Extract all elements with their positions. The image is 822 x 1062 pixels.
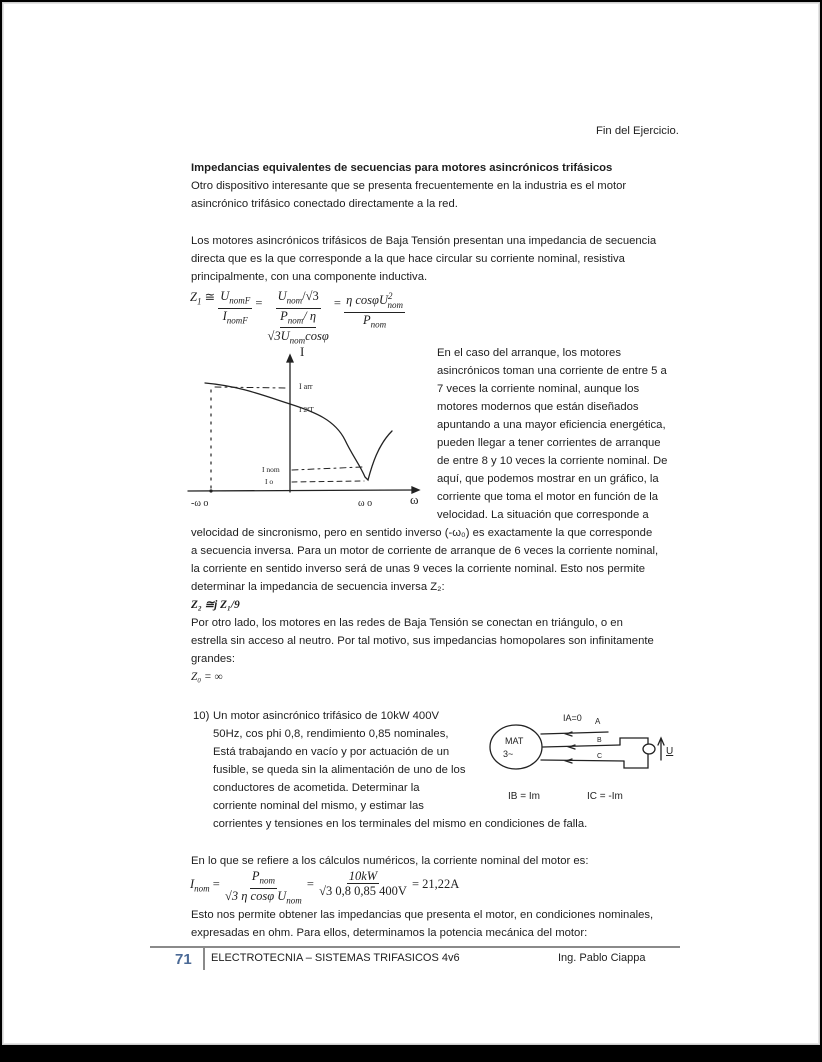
eq-equals: = [306, 877, 314, 891]
ib-equation: IB = Im [508, 791, 540, 802]
eq-sub: nom [287, 315, 304, 325]
exercise-line: fusible, se queda sin la alimentación de uno de los [213, 764, 466, 776]
exercise-line: Un motor asincrónico trifásico de 10kW 400V [213, 710, 440, 722]
source-symbol [643, 744, 655, 754]
voltage-label: U [666, 746, 674, 757]
eq-equals: = [255, 296, 263, 310]
label-i-o: I o [265, 477, 274, 486]
eq-result: = 21,22A [411, 877, 460, 891]
side-line: corriente que toma el motor en función de la [437, 491, 659, 503]
eq-symbol: U [220, 289, 230, 303]
phase-b-label: B [597, 737, 602, 744]
paragraph-line: la corriente en sentido inverso será de unas 9 veces la corriente nominal. Esto nos permite [191, 563, 645, 575]
equation-z2: Z₂ ≅j Z₁/9 [191, 599, 240, 611]
y-axis-label: I [300, 344, 305, 359]
eq-symbol: P [280, 308, 288, 323]
motor-phase-label: 3~ [503, 749, 514, 759]
wire-c-loop [624, 754, 648, 768]
fraction-values [317, 869, 409, 899]
side-line: 7 veces la corriente nominal, aunque los [437, 383, 640, 395]
label-i-2at: I 2ªT [299, 405, 314, 414]
label-i-arr: I arr [299, 382, 313, 391]
side-line: motores modernos que están diseñados [437, 401, 639, 413]
eq-symbol: P [251, 869, 260, 883]
paragraph-line: Esto nos permite obtener las impedancias que presenta el motor, en condiciones nominales, [191, 909, 654, 921]
exercise-line: conductores de acometida. Determinar la [213, 782, 420, 794]
eq-sub: nom [259, 875, 275, 886]
wire-b-loop [620, 738, 648, 745]
side-line: pueden llegar a tener corrientes de arranque [437, 437, 661, 449]
footer-author: Ing. Pablo Ciappa [558, 952, 646, 964]
exercise-line: corrientes y tensiones en los terminales del mismo en condiciones de falla. [213, 818, 588, 830]
paragraph-line: principalmente, con una componente inductiva. [191, 271, 428, 283]
eq-symbol: I [222, 308, 227, 323]
label-omega-o: ω o [358, 498, 373, 509]
paragraph-line: expresadas en ohm. Para ellos, determinamos la potencia mecánica del motor: [191, 927, 588, 939]
paragraph-line: Por otro lado, los motores en las redes de Baja Tensión se conectan en triángulo, o en [191, 617, 623, 629]
eq-sub: nomF [229, 295, 251, 306]
eq-sub: nom [370, 319, 387, 330]
eq-symbol: √3 η cosφ U [224, 888, 287, 903]
side-line: asincrónicos toman una corriente de entre 5 a [437, 365, 667, 377]
eq-numerator: 10kW [348, 869, 378, 883]
eq-denominator: √3 0,8 0,85 400V [319, 884, 407, 898]
paragraph-line: velocidad de sincronismo, pero en sentido inverso (-ω₀) es exactamente la que corresponde [191, 527, 653, 539]
eq-symbol: I [190, 877, 195, 891]
paragraph-line: a secuencia inversa. Para un motor de corriente de arranque de 6 veces la corriente nominal, [191, 545, 659, 557]
end-of-exercise-note: Fin del Ejercicio. [596, 125, 679, 137]
eq-symbol: U [277, 289, 287, 303]
eq-sub: nom [194, 883, 210, 894]
side-line: En el caso del arranque, los motores [437, 347, 621, 359]
intro-line: asincrónico trifásico conectado directamente a la red. [191, 198, 458, 210]
paragraph-line: grandes: [191, 653, 235, 665]
eq-sub: nom [286, 895, 302, 905]
side-line: de entre 8 y 10 veces la corriente nominal. De [437, 455, 668, 467]
label-neg-omega: -ω o [191, 498, 209, 509]
fraction-inom [223, 869, 304, 908]
eq-relation: ≅ [204, 290, 216, 304]
side-line: apuntando a una mayor eficiencia energética, [437, 419, 666, 431]
equation-z0: Z₀ = ∞ [191, 671, 223, 683]
paragraph-line: Los motores asincrónicos trifásicos de Baja Tensión presentan una impedancia de secuencia [191, 235, 657, 247]
eq-sub: nom [387, 299, 403, 310]
motor-circle [490, 725, 542, 769]
section-title: Impedancias equivalentes de secuencias para motores asincrónicos trifásicos [191, 162, 613, 174]
wire-c [541, 760, 624, 761]
eq-symbol: Z [190, 290, 197, 304]
label-i-nom: I nom [262, 465, 280, 474]
eq-equals: = [333, 296, 341, 310]
exercise-line: 50Hz, cos phi 0,8, rendimiento 0,85 nominales, [213, 728, 449, 740]
side-line: aquí, que podemos mostrar en un gráfico, la [437, 473, 659, 485]
footer-divider [150, 946, 680, 948]
eq-sub: 1 [196, 296, 202, 307]
eq-sub: nomF [226, 315, 248, 325]
paragraph-line: determinar la impedancia de secuencia inversa Z₂: [191, 581, 445, 593]
wire-b [543, 745, 620, 747]
footer-vertical-divider [203, 946, 205, 970]
page-number: 71 [175, 951, 192, 968]
x-axis-label: ω [410, 492, 419, 507]
eq-symbol: √3U [267, 329, 290, 343]
intro-line: Otro dispositivo interesante que se presenta frecuentemente en la industria es el motor [191, 180, 627, 192]
exercise-number: 10) [193, 710, 210, 722]
wire-a [541, 732, 608, 734]
eq-symbol: η cosφU [346, 293, 388, 308]
paragraph-line: En lo que se refiere a los cálculos numéricos, la corriente nominal del motor es: [191, 855, 589, 867]
eq-sub: nom [286, 295, 303, 306]
eq-sup: 2 [388, 291, 393, 301]
side-line: velocidad. La situación que corresponde a [437, 509, 649, 521]
exercise-line: Está trabajando en vacío y por actuación de un [213, 746, 450, 758]
phase-c-label: C [597, 753, 603, 760]
eq-sub: nom [289, 335, 306, 346]
eq-symbol: cosφ [305, 329, 329, 343]
eq-symbol: / η [303, 308, 317, 323]
ic-equation: IC = -Im [587, 791, 623, 802]
eq-equals: = [212, 877, 220, 891]
motor-label: MAT [505, 736, 524, 746]
paragraph-line: estrella sin acceso al neutro. Por tal motivo, sus impedancias homopolares son infinitamente [191, 635, 654, 647]
paragraph-line: directa que es la que corresponde a la que hace circular su corriente nominal, resistiva [191, 253, 625, 265]
eq-symbol: P [362, 312, 371, 327]
exercise-line: corriente nominal del mismo, y estimar las [213, 800, 424, 812]
phase-a-label: A [595, 717, 601, 726]
footer-title: ELECTROTECNIA – SISTEMAS TRIFASICOS 4v6 [211, 952, 460, 964]
equation-inom [190, 869, 459, 908]
ia-label: IA=0 [563, 713, 582, 723]
eq-symbol: /√3 [302, 289, 319, 303]
